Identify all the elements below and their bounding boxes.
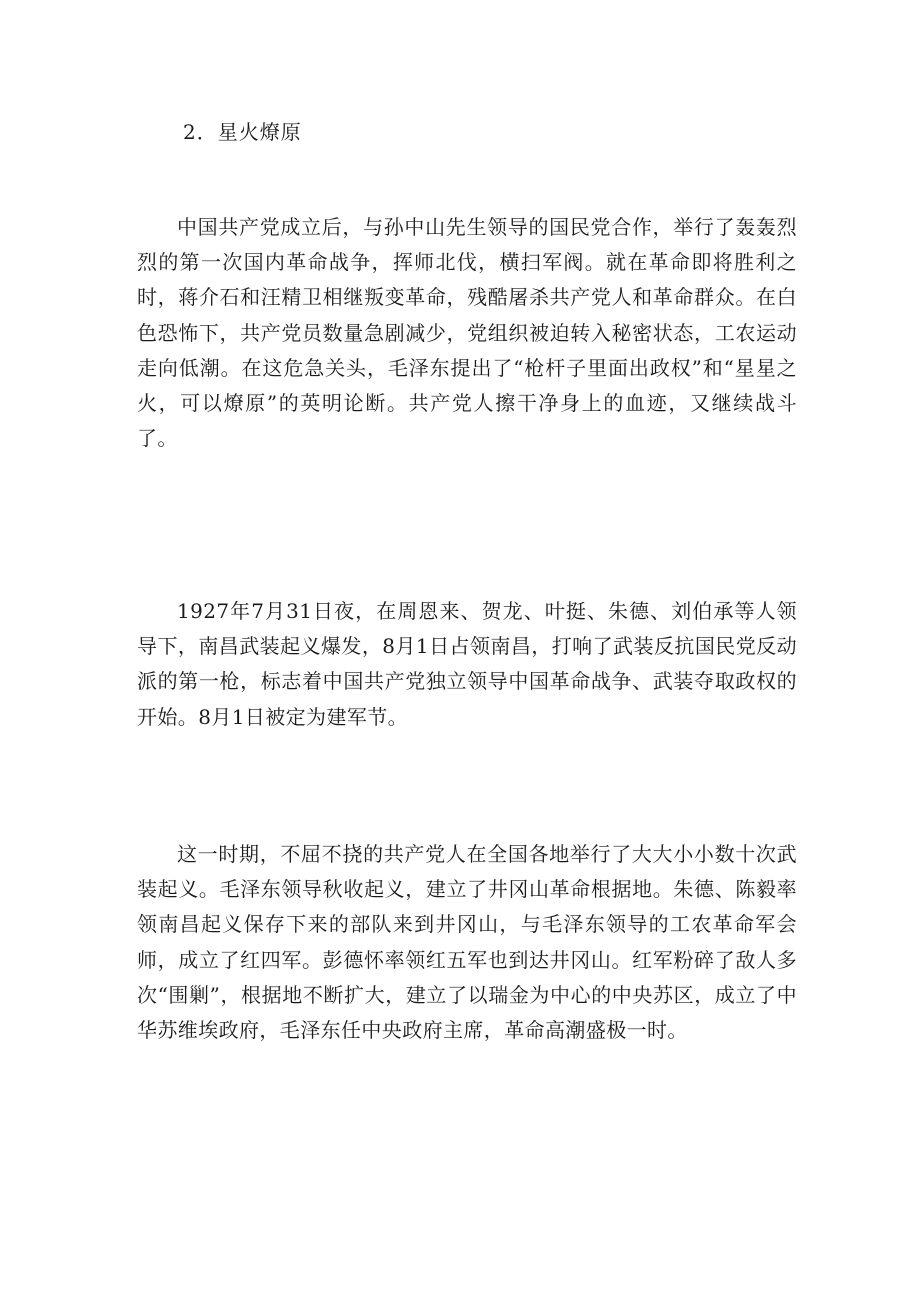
paragraph-3: 这一时期，不屈不挠的共产党人在全国各地举行了大大小小数十次武装起义。毛泽东领导秋收起义，建立了井冈山革命根据地。朱德、陈毅率领南昌起义保存下来的部队来到井冈山，与毛泽东领导的工农革命军会师，成立了红四军。彭德怀率领红五军也到达井冈山。红军粉碎了敌人多次“围剿”，根据地不断扩大，建立了以瑞金为中心的中央苏区，成立了中华苏维埃政府，毛泽东任中央政府主席，革命高潮盛极一时。	[137, 842, 797, 1043]
paragraph-2: 1927年7月31日夜，在周恩来、贺龙、叶挺、朱德、刘伯承等人领导下，南昌武装起义爆发，8月1日占领南昌，打响了武装反抗国民党反动派的第一枪，标志着中国共产党独立领导中国革命战争、武装夺取政权的开始。8月1日被定为建军节。	[137, 599, 797, 729]
paragraph-1: 中国共产党成立后，与孙中山先生领导的国民党合作，举行了轰轰烈烈的第一次国内革命战争，挥师北伐，横扫军阀。就在革命即将胜利之时，蒋介石和汪精卫相继叛变革命，残酷屠杀共产党人和革命群众。在白色恐怖下，共产党员数量急剧减少，党组织被迫转入秘密状态，工农运动走向低潮。在这危急关头，毛泽东提出了“枪杆子里面出政权”和“星星之火，可以燎原”的英明论断。共产党人擦干净身上的血迹，又继续战斗了。	[137, 215, 797, 451]
section-heading: 2．星火燎原	[183, 120, 302, 144]
